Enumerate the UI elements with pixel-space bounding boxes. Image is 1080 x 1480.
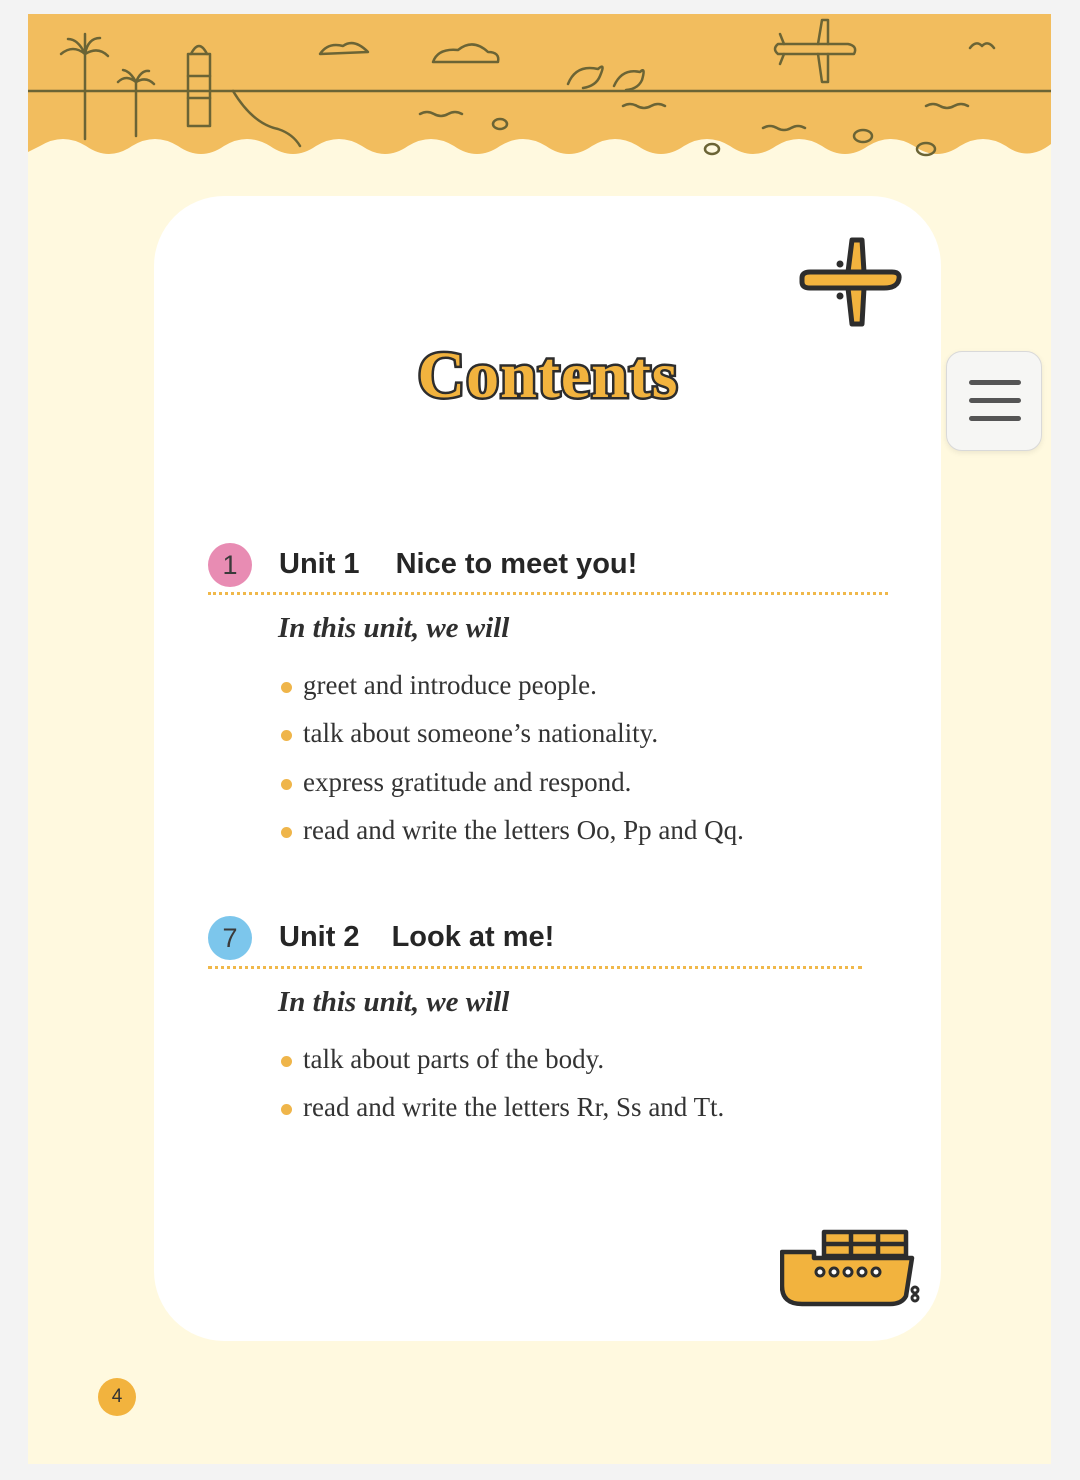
unit-1-name: Nice to meet you!	[395, 548, 638, 580]
fish-icon	[705, 144, 719, 154]
ship-icon	[780, 1224, 925, 1309]
unit-2-intro: In this unit, we will	[278, 986, 510, 1018]
bullet	[281, 779, 292, 790]
unit-2-number: Unit 2	[279, 921, 360, 953]
page-number: 4	[98, 1378, 136, 1416]
unit-1-page-badge[interactable]: 1	[208, 543, 252, 587]
unit-2-divider	[208, 966, 862, 969]
unit-1-goal-3: express gratitude and respond.	[303, 767, 632, 797]
page-title	[368, 326, 728, 416]
page-title-text: Contents	[417, 339, 679, 412]
unit-2-goal-1: talk about parts of the body.	[303, 1044, 605, 1074]
unit-2-name: Look at me!	[391, 921, 555, 953]
unit-1-goal-4: read and write the letters Oo, Pp and Qq.	[303, 815, 744, 845]
unit-1-title[interactable]	[279, 548, 637, 581]
unit-1-goal-2: talk about someone’s nationality.	[303, 718, 659, 748]
bullet	[281, 730, 292, 741]
book-page	[28, 14, 1051, 1464]
unit-1-intro: In this unit, we will	[278, 612, 510, 644]
bullet	[281, 827, 292, 838]
bullet	[281, 1104, 292, 1115]
unit-1-goal-1: greet and introduce people.	[303, 670, 597, 700]
unit-2-goal-2: read and write the letters Rr, Ss and Tt.	[303, 1092, 725, 1122]
airplane-icon	[796, 234, 906, 330]
menu-button[interactable]	[946, 351, 1042, 451]
unit-1-number: Unit 1	[279, 548, 360, 580]
unit-1-divider	[208, 592, 888, 595]
unit-2-page-badge[interactable]: 7	[208, 916, 252, 960]
unit-2-title[interactable]	[279, 921, 554, 954]
bullet	[281, 682, 292, 693]
beach-banner	[28, 14, 1051, 184]
bullet	[281, 1056, 292, 1067]
